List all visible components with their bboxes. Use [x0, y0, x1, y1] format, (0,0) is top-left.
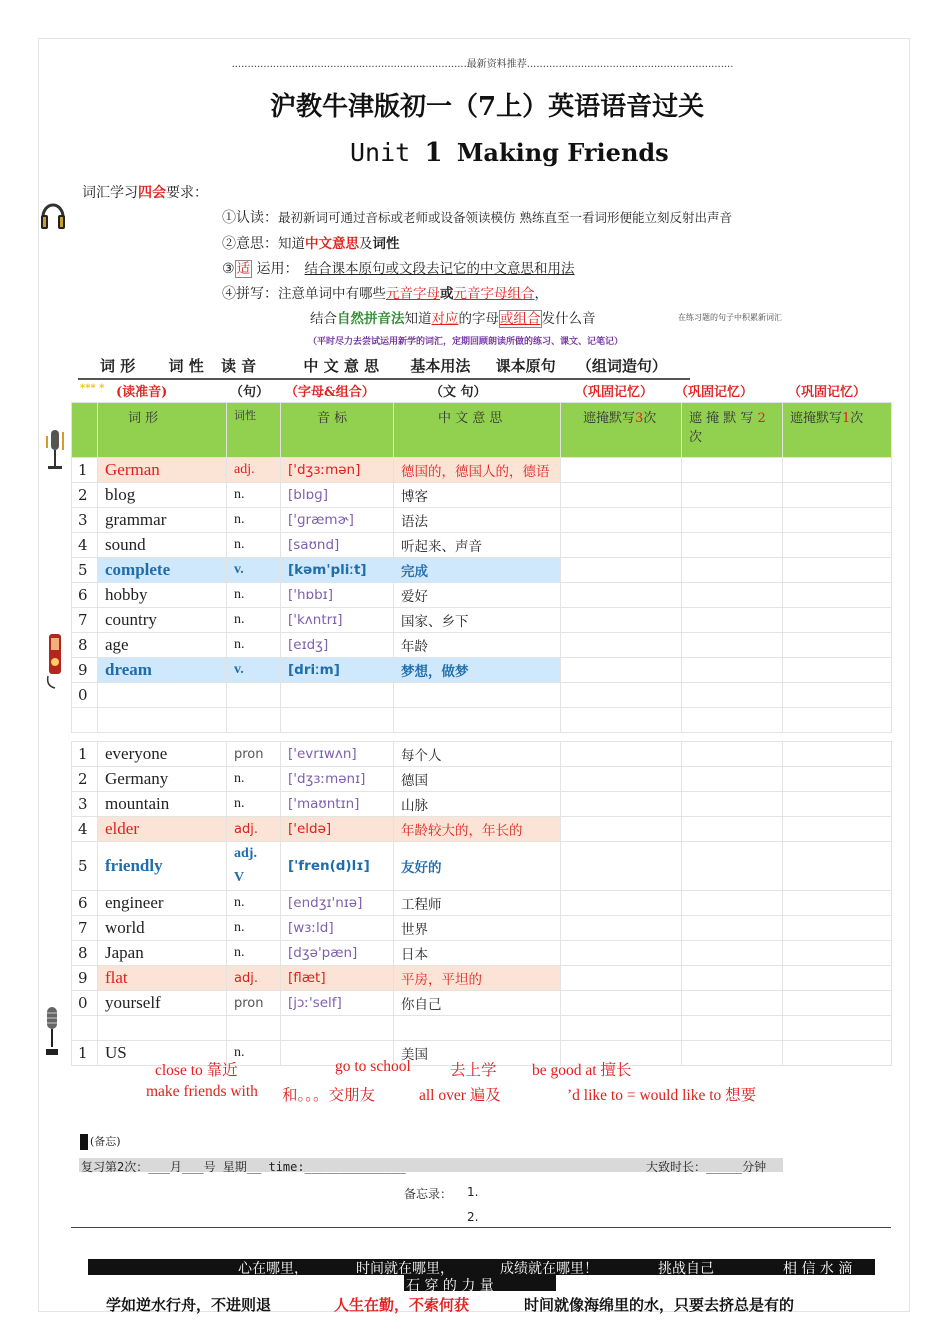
row-cn: 世界	[394, 916, 561, 941]
row-number: 5	[72, 842, 98, 891]
table-row	[72, 583, 892, 608]
slogan-1: 心在哪里，	[238, 1261, 308, 1277]
row-word: complete	[98, 558, 227, 583]
row-pos: n.	[227, 583, 281, 608]
row-memo-cell[interactable]	[561, 991, 682, 1016]
memo-title: 备忘录：	[404, 1187, 453, 1201]
row-number: 4	[72, 533, 98, 558]
row-memo-cell[interactable]	[783, 658, 892, 683]
purple-note: （平时尽力去尝试运用新学的词汇，定期回顾朗读所做的练习、课文、记笔记）	[308, 337, 624, 347]
row-ipa: ['fren(d)lɪ]	[281, 842, 394, 891]
row-number: 9	[72, 658, 98, 683]
phrase-be-good-at: be good at 擅长	[532, 1062, 632, 1079]
requirements-title: 词汇学习四会要求：	[82, 185, 208, 201]
row-ipa: ['hɒbɪ]	[281, 583, 394, 608]
row-memo-cell[interactable]	[561, 891, 682, 916]
row-ipa: [endʒɪ'nɪə]	[281, 891, 394, 916]
row-memo-cell[interactable]	[682, 533, 783, 558]
bottom-slogan-2: 人生在勤，不索何获	[334, 1296, 470, 1314]
table-row	[72, 483, 892, 508]
row-word: German	[98, 458, 227, 483]
row-memo-cell[interactable]	[783, 683, 892, 708]
row-cn: 完成	[394, 558, 561, 583]
row-word: everyone	[98, 742, 227, 767]
row-pos: adj.	[227, 966, 281, 991]
row-cn: 年龄较大的，年长的	[394, 817, 561, 842]
row-ipa	[281, 708, 394, 733]
row-number: 9	[72, 966, 98, 991]
row-word: flat	[98, 966, 227, 991]
page-title: 沪教牛津版初一（7上）英语语音过关	[270, 92, 705, 122]
row-memo-cell[interactable]	[682, 941, 783, 966]
memo-line-1: 1.	[467, 1185, 479, 1199]
row-number: 6	[72, 583, 98, 608]
row-memo-cell[interactable]	[783, 458, 892, 483]
phrase-would-like-to: ’d like to = would like to 想要	[567, 1087, 757, 1104]
row-memo-cell[interactable]	[561, 767, 682, 792]
row-memo-cell[interactable]	[561, 792, 682, 817]
row-memo-cell[interactable]	[561, 533, 682, 558]
row-pos	[227, 683, 281, 708]
row-memo-cell[interactable]	[561, 558, 682, 583]
row-number: 3	[72, 508, 98, 533]
unit-title: Unit 1 Making Friends	[350, 138, 669, 168]
row-cn: 工程师	[394, 891, 561, 916]
row-ipa: ['dʒɜːmən]	[281, 458, 394, 483]
row-pos: n.	[227, 767, 281, 792]
row-word: country	[98, 608, 227, 633]
row-memo-cell[interactable]	[783, 891, 892, 916]
review-right: 大致时长：_____分钟	[646, 1160, 767, 1174]
header-dots: ..........................................................................最新资料推荐.................................................................	[231, 59, 734, 70]
divider	[71, 1227, 891, 1228]
slogan-bar	[88, 1259, 875, 1275]
row-memo-cell[interactable]	[682, 458, 783, 483]
row-word	[98, 708, 227, 733]
row-memo-cell[interactable]	[783, 708, 892, 733]
row-word: dream	[98, 658, 227, 683]
memo-line-2: 2.	[467, 1210, 479, 1224]
row-number: 6	[72, 891, 98, 916]
row-memo-cell[interactable]	[561, 508, 682, 533]
row-memo-cell[interactable]	[682, 1041, 783, 1066]
row-pos: n.	[227, 483, 281, 508]
head-ipa: 音 标	[281, 403, 394, 458]
row-memo-cell[interactable]	[783, 842, 892, 891]
row-pos: v.	[227, 558, 281, 583]
table-row	[72, 633, 892, 658]
row-word: grammar	[98, 508, 227, 533]
row-memo-cell[interactable]	[561, 916, 682, 941]
review-left: 复习第2次：___月___号 星期__ time:______________	[81, 1160, 406, 1174]
head-memo-3: 遮掩默写3次	[561, 403, 682, 458]
row-pos	[227, 708, 281, 733]
table-row	[72, 558, 892, 583]
row-memo-cell[interactable]	[561, 817, 682, 842]
row-memo-cell[interactable]	[682, 767, 783, 792]
row-pos: n.	[227, 608, 281, 633]
row-pos: v.	[227, 658, 281, 683]
row-number: 5	[72, 558, 98, 583]
table-row	[72, 966, 892, 991]
row-ipa: [jɔː'self]	[281, 991, 394, 1016]
phrase-go-to-school-cn: 去上学	[450, 1062, 497, 1079]
table-row	[72, 608, 892, 633]
row-number: 2	[72, 483, 98, 508]
table-row	[72, 842, 892, 891]
row-word: world	[98, 916, 227, 941]
row-pos: n.	[227, 891, 281, 916]
row-ipa: ['kʌntrɪ]	[281, 608, 394, 633]
requirement-4: ④拼写：注意单词中有哪些元音字母或元音字母组合，	[222, 286, 548, 302]
row-pos: n.	[227, 1041, 281, 1066]
row-pos: adj.	[227, 817, 281, 842]
row-cn	[394, 1016, 561, 1041]
row-memo-cell[interactable]	[682, 633, 783, 658]
row-memo-cell[interactable]	[561, 941, 682, 966]
table-row	[72, 508, 892, 533]
bottom-slogan-1: 学如逆水行舟，不进则退	[106, 1296, 272, 1314]
table-row	[72, 658, 892, 683]
table-row	[72, 916, 892, 941]
table-row	[72, 533, 892, 558]
row-word: blog	[98, 483, 227, 508]
row-ipa: [kəm'pliːt]	[281, 558, 394, 583]
requirement-5: 结合自然拼音法知道对应的字母或组合发什么音	[310, 311, 596, 327]
row-memo-cell[interactable]	[682, 558, 783, 583]
row-cn: 美国	[394, 1041, 561, 1066]
row-memo-cell[interactable]	[682, 916, 783, 941]
row-memo-cell[interactable]	[682, 1016, 783, 1041]
row-word: engineer	[98, 891, 227, 916]
phrase-all-over: all over 遍及	[419, 1087, 501, 1104]
vocab-group-a	[72, 458, 892, 733]
row-word	[98, 683, 227, 708]
row-word: elder	[98, 817, 227, 842]
row-memo-cell[interactable]	[682, 817, 783, 842]
row-word: sound	[98, 533, 227, 558]
row-memo-cell[interactable]	[682, 708, 783, 733]
head-word: 词 形	[98, 403, 227, 458]
row-ipa: ['maʊntɪn]	[281, 792, 394, 817]
table-row	[72, 458, 892, 483]
row-memo-cell[interactable]	[561, 633, 682, 658]
row-cn	[394, 683, 561, 708]
row-cn: 爱好	[394, 583, 561, 608]
row-word: yourself	[98, 991, 227, 1016]
row-memo-cell[interactable]	[682, 608, 783, 633]
table-row	[72, 991, 892, 1016]
vocab-table	[71, 402, 892, 1066]
row-pos: n.	[227, 533, 281, 558]
slogan-5: 相 信 水 滴	[783, 1261, 853, 1277]
table-row	[72, 1016, 892, 1041]
row-number	[72, 1016, 98, 1041]
row-memo-cell[interactable]	[783, 633, 892, 658]
row-memo-cell[interactable]	[783, 608, 892, 633]
row-memo-cell[interactable]	[561, 683, 682, 708]
slogan-4: 挑战自己	[658, 1261, 714, 1277]
row-word: US	[98, 1041, 227, 1066]
row-cn: 友好的	[394, 842, 561, 891]
side-note: 在练习题的句子中积累新词汇	[678, 313, 782, 322]
row-number: 1	[72, 742, 98, 767]
row-number: 3	[72, 792, 98, 817]
microphone-icon	[44, 428, 66, 480]
bottom-slogan-3: 时间就像海绵里的水，只要去挤总是有的	[524, 1296, 795, 1314]
table-row	[72, 683, 892, 708]
row-pos: n.	[227, 916, 281, 941]
row-cn: 山脉	[394, 792, 561, 817]
row-memo-cell[interactable]	[783, 966, 892, 991]
row-memo-cell[interactable]	[682, 891, 783, 916]
row-number: 7	[72, 916, 98, 941]
studio-microphone-icon	[42, 1005, 62, 1061]
table-row	[72, 941, 892, 966]
row-memo-cell[interactable]	[783, 792, 892, 817]
row-pos: adj. V	[227, 842, 281, 891]
row-memo-cell[interactable]	[783, 916, 892, 941]
vocab-group-b	[72, 742, 892, 1066]
head-memo-2: 遮 掩 默 写 2 次	[682, 403, 783, 458]
row-cn: 日本	[394, 941, 561, 966]
row-ipa: [saʊnd]	[281, 533, 394, 558]
row-ipa: ['dʒɜːmənɪ]	[281, 767, 394, 792]
row-number: 8	[72, 633, 98, 658]
row-word: friendly	[98, 842, 227, 891]
column-header-row: 词 形 词 性 读 音 中 文 意 思 基本用法 课本原句 （组词造句）	[78, 355, 690, 380]
phrase-make-friends-cn: 和。。。交朋友	[282, 1087, 376, 1104]
row-number: 2	[72, 767, 98, 792]
row-pos: n.	[227, 508, 281, 533]
row-pos: adj.	[227, 458, 281, 483]
requirement-1: ①认读：最初新词可通过音标或老师或设备领读模仿 熟练直至一看词形便能立刻反射出声音	[222, 210, 732, 226]
row-memo-cell[interactable]	[783, 991, 892, 1016]
requirement-2: ②意思：知道中文意思及词性	[222, 236, 400, 252]
row-number: 1	[72, 458, 98, 483]
row-cn: 梦想，做梦	[394, 658, 561, 683]
row-pos: n.	[227, 792, 281, 817]
row-memo-cell[interactable]	[682, 583, 783, 608]
row-pos: n.	[227, 633, 281, 658]
row-ipa: ['ɡræmɚ]	[281, 508, 394, 533]
row-number: 0	[72, 991, 98, 1016]
row-cn: 年龄	[394, 633, 561, 658]
row-number	[72, 708, 98, 733]
row-cn: 你自己	[394, 991, 561, 1016]
row-cn: 博客	[394, 483, 561, 508]
row-memo-cell[interactable]	[783, 483, 892, 508]
slogan-2: 时间就在哪里，	[356, 1261, 454, 1277]
row-number: 4	[72, 817, 98, 842]
phrase-close-to: close to 靠近	[155, 1062, 238, 1079]
row-word: Germany	[98, 767, 227, 792]
row-memo-cell[interactable]	[682, 683, 783, 708]
head-cn: 中 文 意 思	[394, 403, 561, 458]
row-cn: 德国	[394, 767, 561, 792]
table-row	[72, 891, 892, 916]
row-ipa: ['evrɪwʌn]	[281, 742, 394, 767]
row-cn: 语法	[394, 508, 561, 533]
group-spacer	[72, 733, 892, 742]
row-cn: 德国的，德国人的，德语	[394, 458, 561, 483]
row-memo-cell[interactable]	[561, 1016, 682, 1041]
row-pos	[227, 1016, 281, 1041]
table-row	[72, 767, 892, 792]
row-word: Japan	[98, 941, 227, 966]
row-ipa: [driːm]	[281, 658, 394, 683]
row-ipa: [flæt]	[281, 966, 394, 991]
row-pos: pron	[227, 742, 281, 767]
table-row	[72, 817, 892, 842]
row-memo-cell[interactable]	[783, 941, 892, 966]
row-memo-cell[interactable]	[561, 608, 682, 633]
row-pos: n.	[227, 941, 281, 966]
row-number: 8	[72, 941, 98, 966]
row-memo-cell[interactable]	[561, 966, 682, 991]
row-pos: pron	[227, 991, 281, 1016]
row-cn: 国家、乡下	[394, 608, 561, 633]
row-number: 7	[72, 608, 98, 633]
row-memo-cell[interactable]	[682, 508, 783, 533]
slogan-6: 石 穿 的 力 量	[406, 1278, 494, 1294]
mp3-player-icon	[44, 632, 66, 694]
requirement-3: ③ 适 运用： 结合课本原句或文段去记它的中文意思和用法	[222, 261, 575, 277]
row-cn	[394, 708, 561, 733]
row-memo-cell[interactable]	[783, 583, 892, 608]
row-word: age	[98, 633, 227, 658]
row-cn: 每个人	[394, 742, 561, 767]
row-memo-cell[interactable]	[783, 533, 892, 558]
memo-label: (备忘)	[80, 1133, 121, 1150]
row-number: 0	[72, 683, 98, 708]
slogan-3: 成绩就在哪里！	[500, 1261, 598, 1277]
row-word	[98, 1016, 227, 1041]
phrase-go-to-school: go to school	[335, 1058, 411, 1075]
row-memo-cell[interactable]	[682, 742, 783, 767]
vocab-table-header	[72, 403, 892, 458]
row-memo-cell[interactable]	[783, 742, 892, 767]
row-memo-cell[interactable]	[783, 508, 892, 533]
row-memo-cell[interactable]	[783, 817, 892, 842]
row-memo-cell[interactable]	[682, 966, 783, 991]
table-row	[72, 742, 892, 767]
row-word: hobby	[98, 583, 227, 608]
row-memo-cell[interactable]	[561, 458, 682, 483]
row-memo-cell[interactable]	[682, 658, 783, 683]
row-ipa: [wɜːld]	[281, 916, 394, 941]
row-ipa	[281, 1016, 394, 1041]
row-ipa: ['eldə]	[281, 817, 394, 842]
row-memo-cell[interactable]	[783, 1016, 892, 1041]
row-memo-cell[interactable]	[783, 558, 892, 583]
row-memo-cell[interactable]	[682, 842, 783, 891]
row-word: mountain	[98, 792, 227, 817]
head-pos: 词性	[227, 403, 281, 458]
row-cn: 听起来、声音	[394, 533, 561, 558]
table-row	[72, 708, 892, 733]
row-number: 1	[72, 1041, 98, 1066]
row-ipa: [dʒə'pæn]	[281, 941, 394, 966]
row-ipa: [eɪdʒ]	[281, 633, 394, 658]
row-ipa	[281, 683, 394, 708]
row-memo-cell[interactable]	[682, 483, 783, 508]
row-memo-cell[interactable]	[561, 483, 682, 508]
row-memo-cell[interactable]	[561, 583, 682, 608]
row-ipa: [blɒɡ]	[281, 483, 394, 508]
row-cn: 平房，平坦的	[394, 966, 561, 991]
row-memo-cell[interactable]	[561, 742, 682, 767]
row-memo-cell[interactable]	[783, 767, 892, 792]
row-memo-cell[interactable]	[682, 792, 783, 817]
head-memo-1: 遮掩默写1次	[783, 403, 892, 458]
table-row	[72, 792, 892, 817]
phrase-make-friends: make friends with	[146, 1083, 258, 1100]
headphone-icon	[40, 195, 66, 239]
row-memo-cell[interactable]	[682, 991, 783, 1016]
row-memo-cell[interactable]	[561, 842, 682, 891]
row-memo-cell[interactable]	[561, 708, 682, 733]
row-memo-cell[interactable]	[561, 658, 682, 683]
row-memo-cell[interactable]	[783, 1041, 892, 1066]
